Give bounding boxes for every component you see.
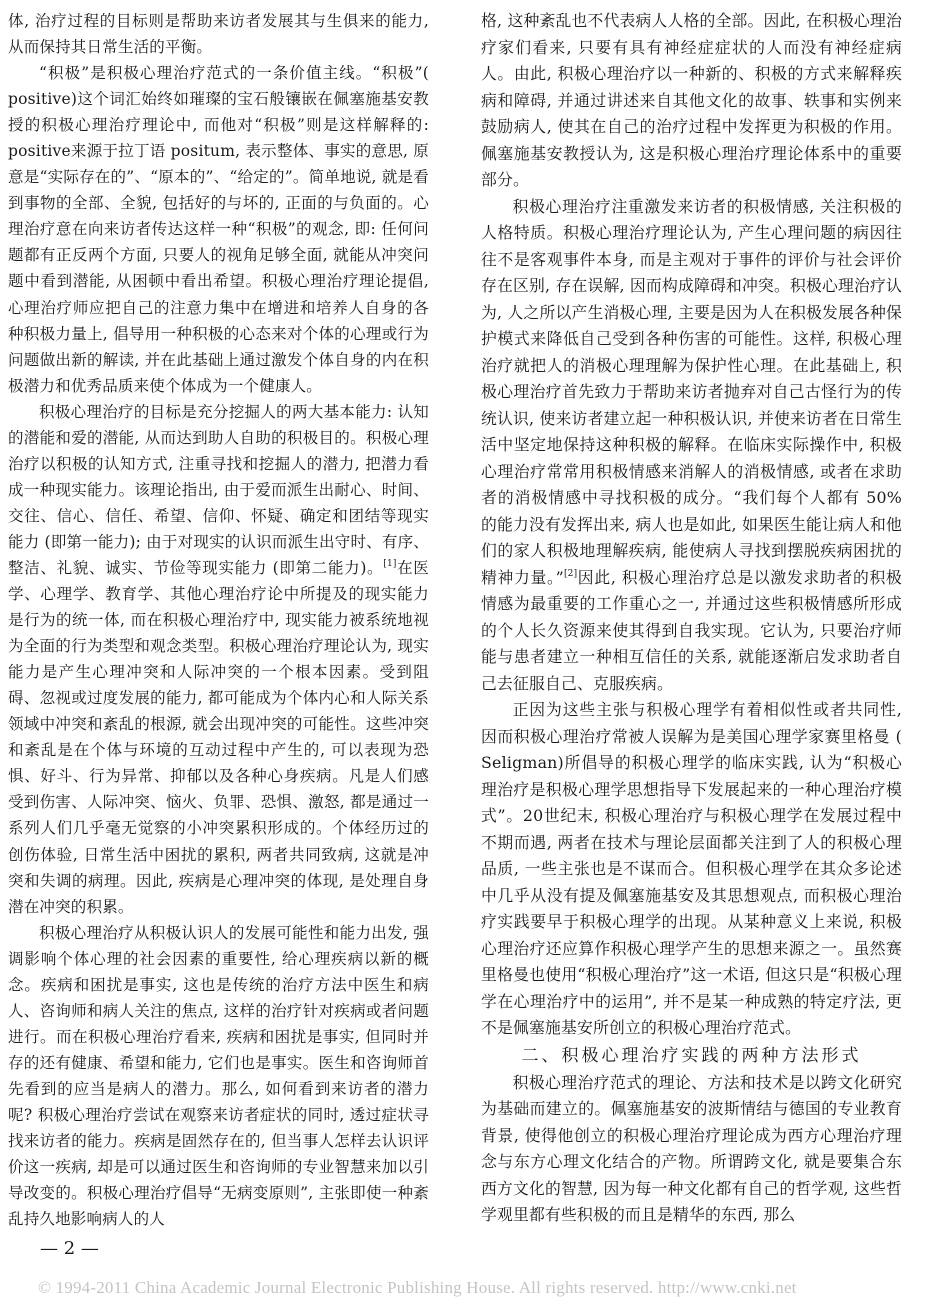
section-heading: 二、积极心理治疗实践的两种方法形式 [521, 1045, 862, 1066]
copyright-watermark: © 1994-2011 China Academic Journal Electronic Publishing House. All rights reserved. http://www.cnki.net [38, 1278, 797, 1297]
body-paragraph: 积极心理治疗从积极认识人的发展可能性和能力出发, 强调影响个体心理的社会因素的重要性, 给心理疾病以新的概念。疾病和困扰是事实, 这也是传统的治疗方法中医生和病人、咨询师和病人关注的焦点, 这样的治疗针对疾病或者问题进行。而在积极心理治疗看来, 疾病和困扰是事实, 但同时并存的还有健康、希望和能力, 它们也是事实。医生和咨询师首先看到的应当是病人的潜力。那么, 如何看到来访者的潜力呢? 积极心理治疗尝试在观察来访者症状的同时, 透过症状寻找来访者的能力。疾病是固然存在的, 但当事人怎样去认识评价这一疾病, 却是可以通过医生和咨询师的专业智慧来加以引导改变的。积极心理治疗倡导“无病变原则”, 主张即使一种紊乱持久地影响病人的人 [8, 923, 429, 1229]
paragraph-text: 因此, 积极心理治疗总是以激发求助者的积极情感为最重要的工作重心之一, 并通过这些积极情感所形成的个人长久资源来使其得到自我实现。它认为, 只要治疗师能与患者建立一种相互信任的关系, 就能逐渐启发求助者自己去征服自己、克服疾病。 [481, 567, 902, 693]
citation-ref: [2] [563, 568, 578, 579]
body-paragraph: “积极”是积极心理治疗范式的一条价值主线。“积极”( positive)这个词汇始终如璀璨的宝石般镶嵌在佩塞施基安教授的积极心理治疗理论中, 而他对“积极”则是这样解释的: positive来源于拉丁语 positum, 表示整体、事实的意思, 原意是“实际存在的”、“原本的”、“给定的”。简单地说, 就是看到事物的全部、全貌, 包括好的与坏的, 正面的与负面的。心理治疗意在向来访者传达这样一种“积极”的观念, 即: 任何问题都有正反两个方面, 只要人的视角足够全面, 就能从冲突问题中看到潜能, 从困顿中看出希望。积极心理治疗理论提倡, 心理治疗师应把自己的注意力集中在增进和培养人自身的各种积极力量上, 倡导用一种积极的心态来对个体的心理或行为问题做出新的解读, 并在此基础上通过激发个体自身的内在积极潜力和优秀品质来使个体成为一个健康人。 [8, 64, 429, 395]
paragraph-text: 积极心理治疗注重激发来访者的积极情感, 关注积极的人格特质。积极心理治疗理论认为, 产生心理问题的病因往往不是客观事件本身, 而是主观对于事件的评价与社会评价存在区别, 存在误解, 因而构成障碍和冲突。积极心理治疗认为, 人之所以产生消极心理, 主要是因为人在积极发展各种保护模式来降低自己受到各种伤害的可能性。这样, 积极心理治疗就把人的消极心理理解为保护性心理。在此基础上, 积极心理治疗首先致力于帮助来访者抛弃对自己古怪行为的传统认识, 使来访者建立起一种积极认识, 并使来访者在日常生活中坚定地保持这种积极的解释。在临床实际操作中, 积极心理治疗常常用积极情感来消解人的消极情感, 或者在求助者的消极情感中寻找积极的成分。“我们每个人都有 50% 的能力没有发挥出来, 病人也是如此, 如果医生能让病人和他们的家人积极地理解疾病, 能使病人寻找到摆脱疾病困扰的精神力量。” [481, 196, 902, 587]
body-paragraph: 积极心理治疗范式的理论、方法和技术是以跨文化研究为基础而建立的。佩塞施基安的波斯情结与德国的专业教育背景, 使得他创立的积极心理治疗理论成为西方心理治疗理念与东方心理文化结合的产物。所谓跨文化, 就是要集合东西方文化的智慧, 因为每一种文化都有自己的哲学观, 这些哲学观里都有些积极的而且是精华的东西, 那么 [481, 1072, 902, 1224]
body-paragraph: 格, 这种紊乱也不代表病人人格的全部。因此, 在积极心理治疗家们看来, 只要有具有神经症症状的人而没有神经症病人。由此, 积极心理治疗以一种新的、积极的方式来解释疾病和障碍, 并通过讲述来自其他文化的故事、轶事和实例来鼓励病人, 使其在自己的治疗过程中发挥更为积极的作用。佩塞施基安教授认为, 这是积极心理治疗理论体系中的重要部分。 [481, 11, 902, 189]
citation-ref: [1] [383, 558, 397, 569]
body-paragraph [481, 194, 902, 698]
paragraph-text: 积极心理治疗的目标是充分挖掘人的两大基本能力: 认知的潜能和爱的潜能, 从而达到助人自助的积极目的。积极心理治疗以积极的认知方式, 注重寻找和挖掘人的潜力, 把潜力看成一种现实能力。该理论指出, 由于爱而派生出耐心、时间、交往、信心、信任、希望、信仰、怀疑、确定和团结等现实能力 (即第一能力); 由于对现实的认识而派生出守时、有序、整洁、礼貌、诚实、节俭等现实能力 (即第二能力)。 [8, 402, 429, 577]
body-paragraph: 正因为这些主张与积极心理学有着相似性或者共同性, 因而积极心理治疗常被人误解为是美国心理学家赛里格曼 ( Seligman)所倡导的积极心理学的临床实践, 认为“积极心理治疗是积极心理学思想指导下发展起来的一种心理治疗模式”。20世纪末, 积极心理治疗与积极心理学在发展过程中不期而遇, 两者在技术与理论层面都关注到了人的积极心理品质, 一些主张也是不谋而合。但积极心理学在其众多论述中几乎从没有提及佩塞施基安及其思想观点, 而积极心理治疗实践要早于积极心理学的出现。从某种意义上来说, 积极心理治疗还应算作积极心理学产生的思想来源之一。虽然赛里格曼也使用“积极心理治疗”这一术语, 但这只是“积极心理学在心理治疗中的运用”, 并不是某一种成熟的特定疗法, 更不是佩塞施基安所创立的积极心理治疗范式。 [481, 700, 902, 1037]
left-column [8, 8, 429, 1232]
right-column [481, 8, 902, 1229]
body-paragraph: 体, 治疗过程的目标则是帮助来访者发展其与生俱来的能力, 从而保持其日常生活的平衡。 [8, 12, 429, 57]
paragraph-text: 在医学、心理学、教育学、其他心理治疗论中所提及的现实能力是行为的统一体, 而在积极心理治疗中, 现实能力被系统地视为全面的行为类型和观念类型。积极心理治疗理论认为, 现实能力是产生心理冲突和人际冲突的一个根本因素。受到阻碍、忽视或过度发展的能力, 都可能成为个体内心和人际关系领域中冲突和紊乱的根源, 就会出现冲突的可能性。这些冲突和紊乱是在个体与环境的互动过程中产生的, 可以表现为恐惧、好斗、行为异常、抑郁以及各种心身疾病。凡是人们感受到伤害、人际冲突、恼火、负罪、恐惧、激怒, 都是通过一系列人们几乎毫无觉察的小冲突累积形成的。个体经历过的创伤体验, 日常生活中困扰的累积, 两者共同致病, 这就是冲突和失调的病理。因此, 疾病是心理冲突的体现, 是处理自身潜在冲突的积累。 [8, 558, 429, 916]
page-number: — 2 — [40, 1238, 99, 1259]
body-paragraph [8, 399, 429, 920]
